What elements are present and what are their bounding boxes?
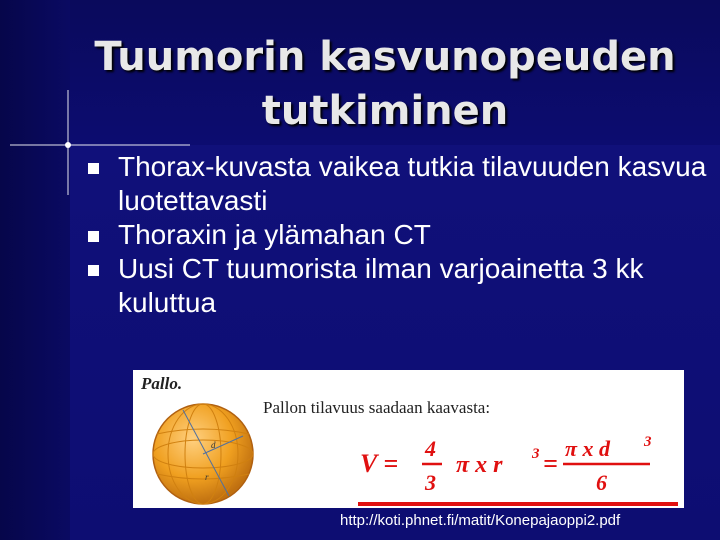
square-bullet-icon — [88, 265, 99, 276]
formula-exponent-2: 3 — [644, 434, 652, 450]
sphere-diagram — [143, 396, 263, 506]
bullet-text: Uusi CT tuumorista ilman varjoainetta 3 kk kuluttua — [118, 253, 644, 318]
bullet-text: Thoraxin ja ylämahan CT — [118, 219, 431, 250]
bullet-text: Thorax-kuvasta vaikea tutkia tilavuuden kasvua luotettavasti — [118, 151, 707, 216]
bullet-item — [88, 150, 708, 218]
formula-frac1-denominator: 3 — [425, 470, 436, 495]
formula-middle: π x r — [456, 452, 503, 478]
square-bullet-icon — [88, 231, 99, 242]
volume-formula — [358, 430, 678, 508]
radius-label: r — [205, 472, 209, 482]
slide-title: Tuumorin kasvunopeuden tutkiminen — [94, 34, 676, 134]
bullet-item — [88, 218, 708, 252]
formula-frac2-numerator: π x d — [565, 436, 611, 461]
sphere-volume-figure — [133, 370, 684, 508]
bullet-list — [88, 150, 708, 320]
figure-description: Pallon tilavuus saadaan kaavasta: — [263, 398, 491, 417]
formula-equals: = — [543, 449, 558, 478]
square-bullet-icon — [88, 163, 99, 174]
diameter-label: d — [211, 440, 216, 450]
formula-frac2-denominator: 6 — [596, 470, 607, 495]
formula-exponent-1: 3 — [532, 446, 540, 462]
figure-heading: Pallo. — [141, 374, 183, 393]
formula-lhs: V = — [360, 449, 399, 478]
source-link[interactable]: http://koti.phnet.fi/matit/Konepajaoppi2.pdf — [340, 512, 621, 529]
bullet-item — [88, 252, 708, 320]
formula-frac1-numerator: 4 — [425, 436, 436, 461]
